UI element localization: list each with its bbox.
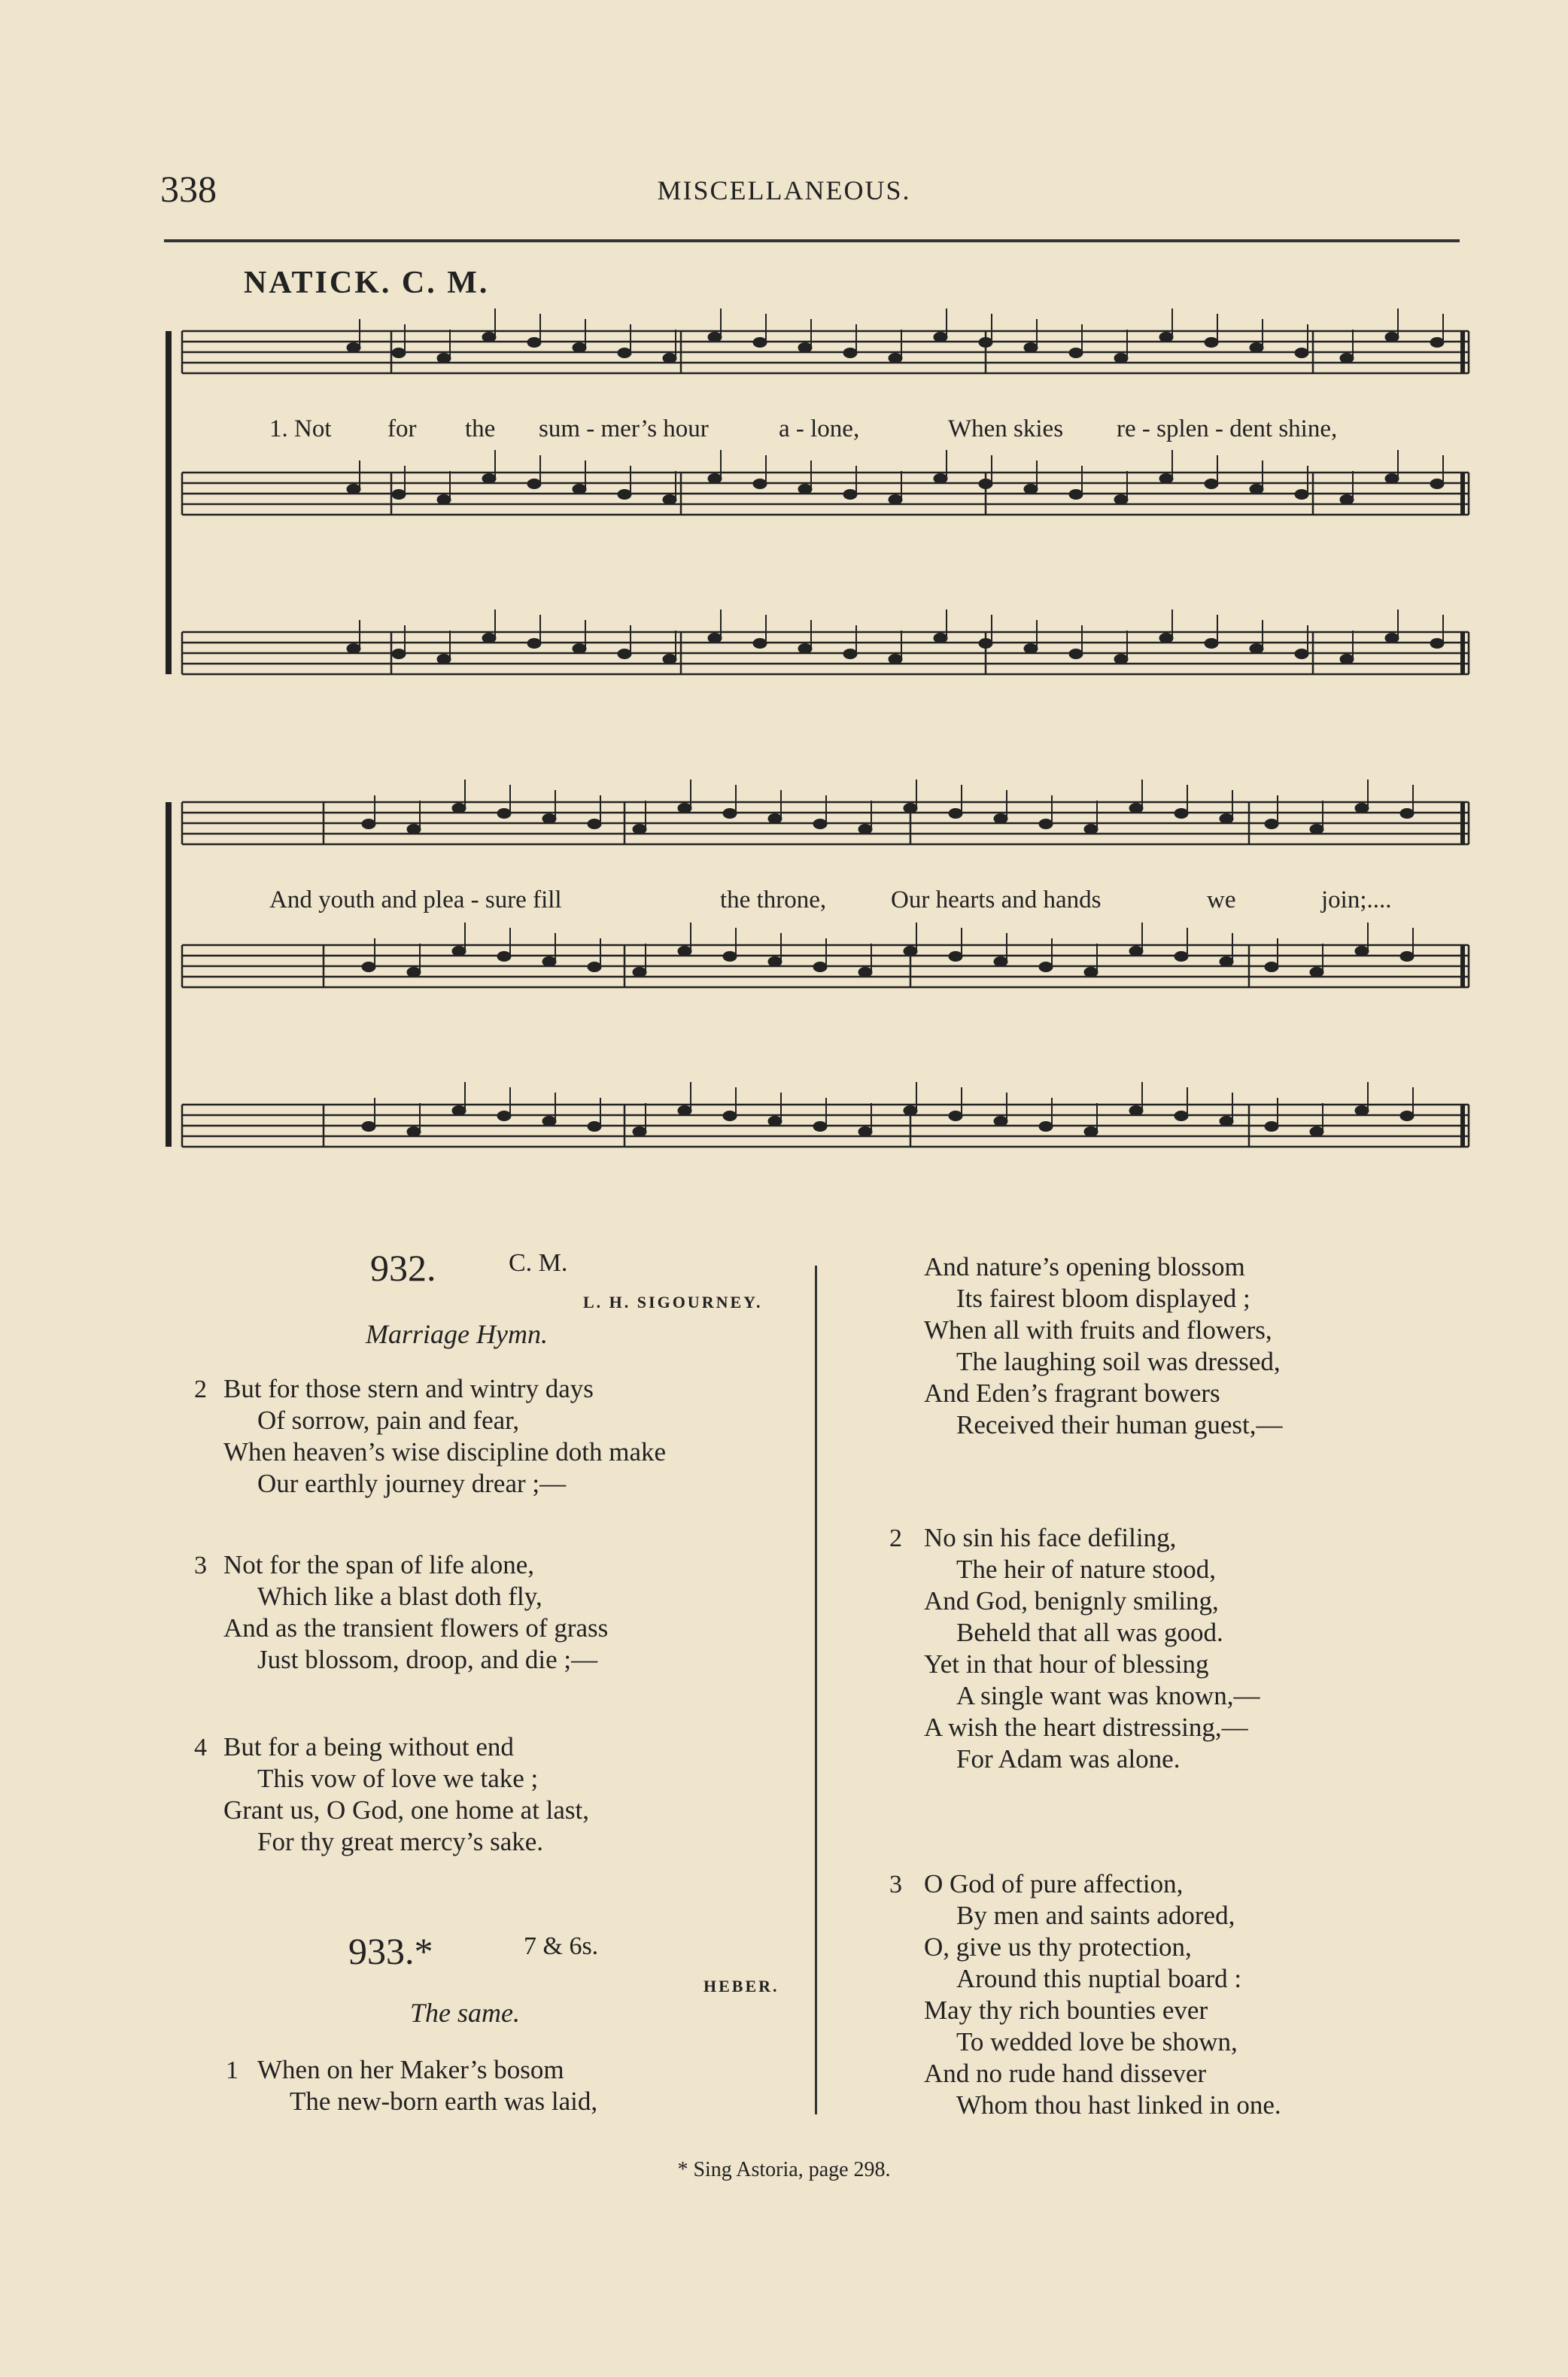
note-head bbox=[633, 825, 646, 834]
hymn-number: 933.* bbox=[348, 1930, 433, 1972]
note-head bbox=[452, 804, 466, 813]
verse-line: For thy great mercy’s sake. bbox=[257, 1827, 544, 1856]
note-head bbox=[768, 814, 782, 824]
verse-line: And nature’s opening blossom bbox=[924, 1252, 1245, 1281]
note-head bbox=[663, 354, 676, 363]
note-head bbox=[437, 354, 451, 363]
note-head bbox=[542, 1117, 556, 1126]
note-head bbox=[678, 804, 691, 813]
note-head bbox=[708, 333, 722, 342]
note-head bbox=[1069, 348, 1083, 358]
note-head bbox=[573, 644, 586, 654]
hymn-meter: C. M. bbox=[509, 1249, 568, 1277]
verse-line: When all with fruits and flowers, bbox=[924, 1315, 1272, 1345]
verse-line: To wedded love be shown, bbox=[956, 2027, 1238, 2056]
verse-line: When heaven’s wise discipline doth make bbox=[223, 1437, 667, 1467]
note-head bbox=[407, 1127, 421, 1137]
note-head bbox=[497, 952, 511, 962]
lyric-syllable: the bbox=[465, 415, 496, 442]
note-head bbox=[437, 495, 451, 505]
verse-line: Beheld that all was good. bbox=[956, 1618, 1223, 1647]
note-head bbox=[1265, 962, 1278, 972]
note-head bbox=[482, 474, 496, 484]
hymn-author: HEBER. bbox=[703, 1977, 779, 1996]
tune-name: NATICK. C. M. bbox=[244, 266, 490, 300]
note-head bbox=[1340, 655, 1354, 664]
note-head bbox=[889, 655, 902, 664]
note-head bbox=[633, 968, 646, 977]
note-head bbox=[663, 495, 676, 505]
note-head bbox=[497, 809, 511, 819]
column-divider bbox=[815, 1266, 817, 2114]
note-head bbox=[1400, 809, 1414, 819]
note-head bbox=[452, 947, 466, 956]
note-head bbox=[347, 485, 360, 494]
note-head bbox=[588, 1122, 601, 1132]
verse-line: Whom thou hast linked in one. bbox=[956, 2090, 1281, 2120]
note-head bbox=[753, 479, 767, 489]
note-head bbox=[1084, 1127, 1098, 1137]
note-head bbox=[497, 1111, 511, 1121]
note-head bbox=[889, 354, 902, 363]
note-head bbox=[1340, 495, 1354, 505]
hymn-meter: 7 & 6s. bbox=[524, 1932, 599, 1960]
lyric-syllable: the throne, bbox=[720, 886, 827, 913]
verse-number: 4 bbox=[194, 1734, 207, 1761]
note-head bbox=[1174, 952, 1188, 962]
note-head bbox=[1129, 804, 1143, 813]
verse-line: Not for the span of life alone, bbox=[223, 1550, 535, 1579]
verse-line: A wish the heart distressing,— bbox=[924, 1713, 1248, 1742]
verse-line: Which like a blast doth fly, bbox=[257, 1582, 542, 1611]
note-head bbox=[1205, 338, 1218, 348]
note-head bbox=[347, 644, 360, 654]
note-head bbox=[813, 819, 827, 829]
note-head bbox=[1174, 1111, 1188, 1121]
lyric-syllable: sum - mer’s hour bbox=[539, 415, 709, 442]
note-head bbox=[994, 814, 1007, 824]
hymn-author: L. H. SIGOURNEY. bbox=[583, 1293, 763, 1312]
note-head bbox=[527, 479, 541, 489]
note-head bbox=[1295, 490, 1308, 500]
verse-line: Of sorrow, pain and fear, bbox=[257, 1406, 520, 1435]
note-head bbox=[482, 333, 496, 342]
note-head bbox=[392, 649, 406, 659]
verse-line: No sin his face defiling, bbox=[924, 1523, 1177, 1552]
lyric-syllable: And youth and plea - sure fill bbox=[269, 886, 562, 913]
note-head bbox=[979, 338, 992, 348]
note-head bbox=[1430, 479, 1444, 489]
verse-line: O God of pure affection, bbox=[924, 1869, 1184, 1898]
note-head bbox=[1129, 947, 1143, 956]
note-head bbox=[1355, 947, 1369, 956]
lyric-syllable: for bbox=[387, 415, 417, 442]
verse-line: Just blossom, droop, and die ;— bbox=[257, 1645, 598, 1674]
note-head bbox=[768, 957, 782, 967]
note-head bbox=[994, 957, 1007, 967]
note-head bbox=[347, 343, 360, 353]
verse-line: Around this nuptial board : bbox=[956, 1964, 1242, 1993]
verse-line: And Eden’s fragrant bowers bbox=[924, 1378, 1220, 1408]
note-head bbox=[1159, 474, 1173, 484]
verse-line: Grant us, O God, one home at last, bbox=[223, 1795, 590, 1825]
note-head bbox=[949, 1111, 962, 1121]
verse-line: The new-born earth was laid, bbox=[290, 2087, 598, 2116]
note-head bbox=[392, 348, 406, 358]
note-head bbox=[1310, 968, 1323, 977]
note-head bbox=[949, 809, 962, 819]
note-head bbox=[1024, 644, 1038, 654]
note-head bbox=[1250, 343, 1263, 353]
note-head bbox=[904, 804, 917, 813]
note-head bbox=[437, 655, 451, 664]
verse-number: 2 bbox=[194, 1375, 207, 1403]
note-head bbox=[1400, 952, 1414, 962]
note-head bbox=[1039, 1122, 1053, 1132]
note-head bbox=[1084, 825, 1098, 834]
note-head bbox=[1310, 825, 1323, 834]
footnote: * Sing Astoria, page 298. bbox=[677, 2158, 891, 2181]
note-head bbox=[843, 649, 857, 659]
verse-line: And as the transient flowers of grass bbox=[223, 1613, 609, 1643]
note-head bbox=[1250, 485, 1263, 494]
note-head bbox=[753, 338, 767, 348]
hymn-title: Marriage Hymn. bbox=[366, 1319, 548, 1349]
note-head bbox=[573, 485, 586, 494]
hymn-title: The same. bbox=[410, 1998, 520, 2028]
note-head bbox=[1250, 644, 1263, 654]
note-head bbox=[1340, 354, 1354, 363]
note-head bbox=[1205, 479, 1218, 489]
note-head bbox=[1385, 474, 1399, 484]
verse-line: And God, benignly smiling, bbox=[924, 1586, 1219, 1616]
note-head bbox=[1355, 804, 1369, 813]
note-head bbox=[979, 639, 992, 649]
note-head bbox=[1114, 354, 1128, 363]
lyric-syllable: Our hearts and hands bbox=[891, 886, 1102, 913]
note-head bbox=[1220, 957, 1233, 967]
verse-number: 3 bbox=[889, 1871, 902, 1898]
note-head bbox=[527, 338, 541, 348]
note-head bbox=[1265, 819, 1278, 829]
note-head bbox=[1205, 639, 1218, 649]
note-head bbox=[904, 947, 917, 956]
lyric-syllable: re - splen - dent shine, bbox=[1117, 415, 1338, 442]
note-head bbox=[934, 333, 947, 342]
note-head bbox=[723, 1111, 737, 1121]
note-head bbox=[708, 474, 722, 484]
note-head bbox=[1220, 814, 1233, 824]
note-head bbox=[843, 348, 857, 358]
note-head bbox=[1129, 1106, 1143, 1116]
note-head bbox=[362, 962, 375, 972]
note-head bbox=[934, 474, 947, 484]
lyric-syllable: a - lone, bbox=[779, 415, 860, 442]
note-head bbox=[618, 490, 631, 500]
note-head bbox=[1174, 809, 1188, 819]
note-head bbox=[407, 825, 421, 834]
verse-number: 2 bbox=[889, 1524, 902, 1552]
note-head bbox=[843, 490, 857, 500]
note-head bbox=[798, 485, 812, 494]
note-head bbox=[1220, 1117, 1233, 1126]
note-head bbox=[1114, 495, 1128, 505]
note-head bbox=[1039, 962, 1053, 972]
note-head bbox=[1385, 634, 1399, 643]
note-head bbox=[708, 634, 722, 643]
note-head bbox=[362, 819, 375, 829]
note-head bbox=[678, 1106, 691, 1116]
lyric-syllable: join;.... bbox=[1321, 886, 1392, 913]
note-head bbox=[573, 343, 586, 353]
lyric-syllable: 1. Not bbox=[269, 415, 332, 442]
verse-line: But for those stern and wintry days bbox=[223, 1374, 594, 1403]
note-head bbox=[1355, 1106, 1369, 1116]
note-head bbox=[1400, 1111, 1414, 1121]
note-head bbox=[1084, 968, 1098, 977]
verse-line: Received their human guest,— bbox=[956, 1410, 1283, 1439]
verse-number: 3 bbox=[194, 1552, 207, 1579]
note-head bbox=[678, 947, 691, 956]
verse-line: And no rude hand dissever bbox=[924, 2059, 1207, 2088]
note-head bbox=[934, 634, 947, 643]
verse-number: 1 bbox=[226, 2056, 239, 2084]
lyric-syllable: we bbox=[1207, 886, 1236, 913]
note-head bbox=[1265, 1122, 1278, 1132]
note-head bbox=[588, 819, 601, 829]
note-head bbox=[1114, 655, 1128, 664]
note-head bbox=[407, 968, 421, 977]
note-head bbox=[858, 1127, 872, 1137]
note-head bbox=[798, 343, 812, 353]
note-head bbox=[858, 825, 872, 834]
verse-line: But for a being without end bbox=[223, 1732, 514, 1761]
note-head bbox=[618, 649, 631, 659]
note-head bbox=[1430, 338, 1444, 348]
note-head bbox=[1069, 490, 1083, 500]
note-head bbox=[588, 962, 601, 972]
verse-line: By men and saints adored, bbox=[956, 1901, 1235, 1930]
note-head bbox=[1024, 485, 1038, 494]
note-head bbox=[723, 809, 737, 819]
verse-line: Its fairest bloom displayed ; bbox=[956, 1284, 1250, 1313]
note-head bbox=[1430, 639, 1444, 649]
note-head bbox=[904, 1106, 917, 1116]
note-head bbox=[768, 1117, 782, 1126]
note-head bbox=[949, 952, 962, 962]
verse-line: Yet in that hour of blessing bbox=[924, 1649, 1209, 1679]
note-head bbox=[753, 639, 767, 649]
note-head bbox=[1295, 649, 1308, 659]
page-number: 338 bbox=[160, 168, 217, 210]
note-head bbox=[858, 968, 872, 977]
note-head bbox=[994, 1117, 1007, 1126]
hymn-number: 932. bbox=[370, 1247, 436, 1289]
note-head bbox=[618, 348, 631, 358]
note-head bbox=[1159, 333, 1173, 342]
note-head bbox=[1069, 649, 1083, 659]
note-head bbox=[1039, 819, 1053, 829]
verse-line: A single want was known,— bbox=[956, 1681, 1260, 1710]
note-head bbox=[362, 1122, 375, 1132]
note-head bbox=[979, 479, 992, 489]
verse-line: When on her Maker’s bosom bbox=[257, 2055, 564, 2084]
note-head bbox=[527, 639, 541, 649]
note-head bbox=[392, 490, 406, 500]
note-head bbox=[798, 644, 812, 654]
note-head bbox=[1024, 343, 1038, 353]
note-head bbox=[452, 1106, 466, 1116]
note-head bbox=[889, 495, 902, 505]
verse-line: The laughing soil was dressed, bbox=[956, 1347, 1281, 1376]
note-head bbox=[1385, 333, 1399, 342]
verse-line: This vow of love we take ; bbox=[257, 1764, 539, 1793]
note-head bbox=[1310, 1127, 1323, 1137]
note-head bbox=[633, 1127, 646, 1137]
note-head bbox=[542, 957, 556, 967]
verse-line: May thy rich bounties ever bbox=[924, 1996, 1208, 2025]
note-head bbox=[482, 634, 496, 643]
verse-line: The heir of nature stood, bbox=[956, 1555, 1217, 1584]
verse-line: Our earthly journey drear ;— bbox=[257, 1469, 567, 1498]
note-head bbox=[1159, 634, 1173, 643]
note-head bbox=[813, 1122, 827, 1132]
note-head bbox=[1295, 348, 1308, 358]
verse-line: For Adam was alone. bbox=[956, 1744, 1181, 1774]
verse-line: O, give us thy protection, bbox=[924, 1932, 1192, 1962]
note-head bbox=[542, 814, 556, 824]
lyric-syllable: When skies bbox=[948, 415, 1064, 442]
note-head bbox=[723, 952, 737, 962]
note-head bbox=[663, 655, 676, 664]
note-head bbox=[813, 962, 827, 972]
section-title: MISCELLANEOUS. bbox=[657, 175, 911, 205]
